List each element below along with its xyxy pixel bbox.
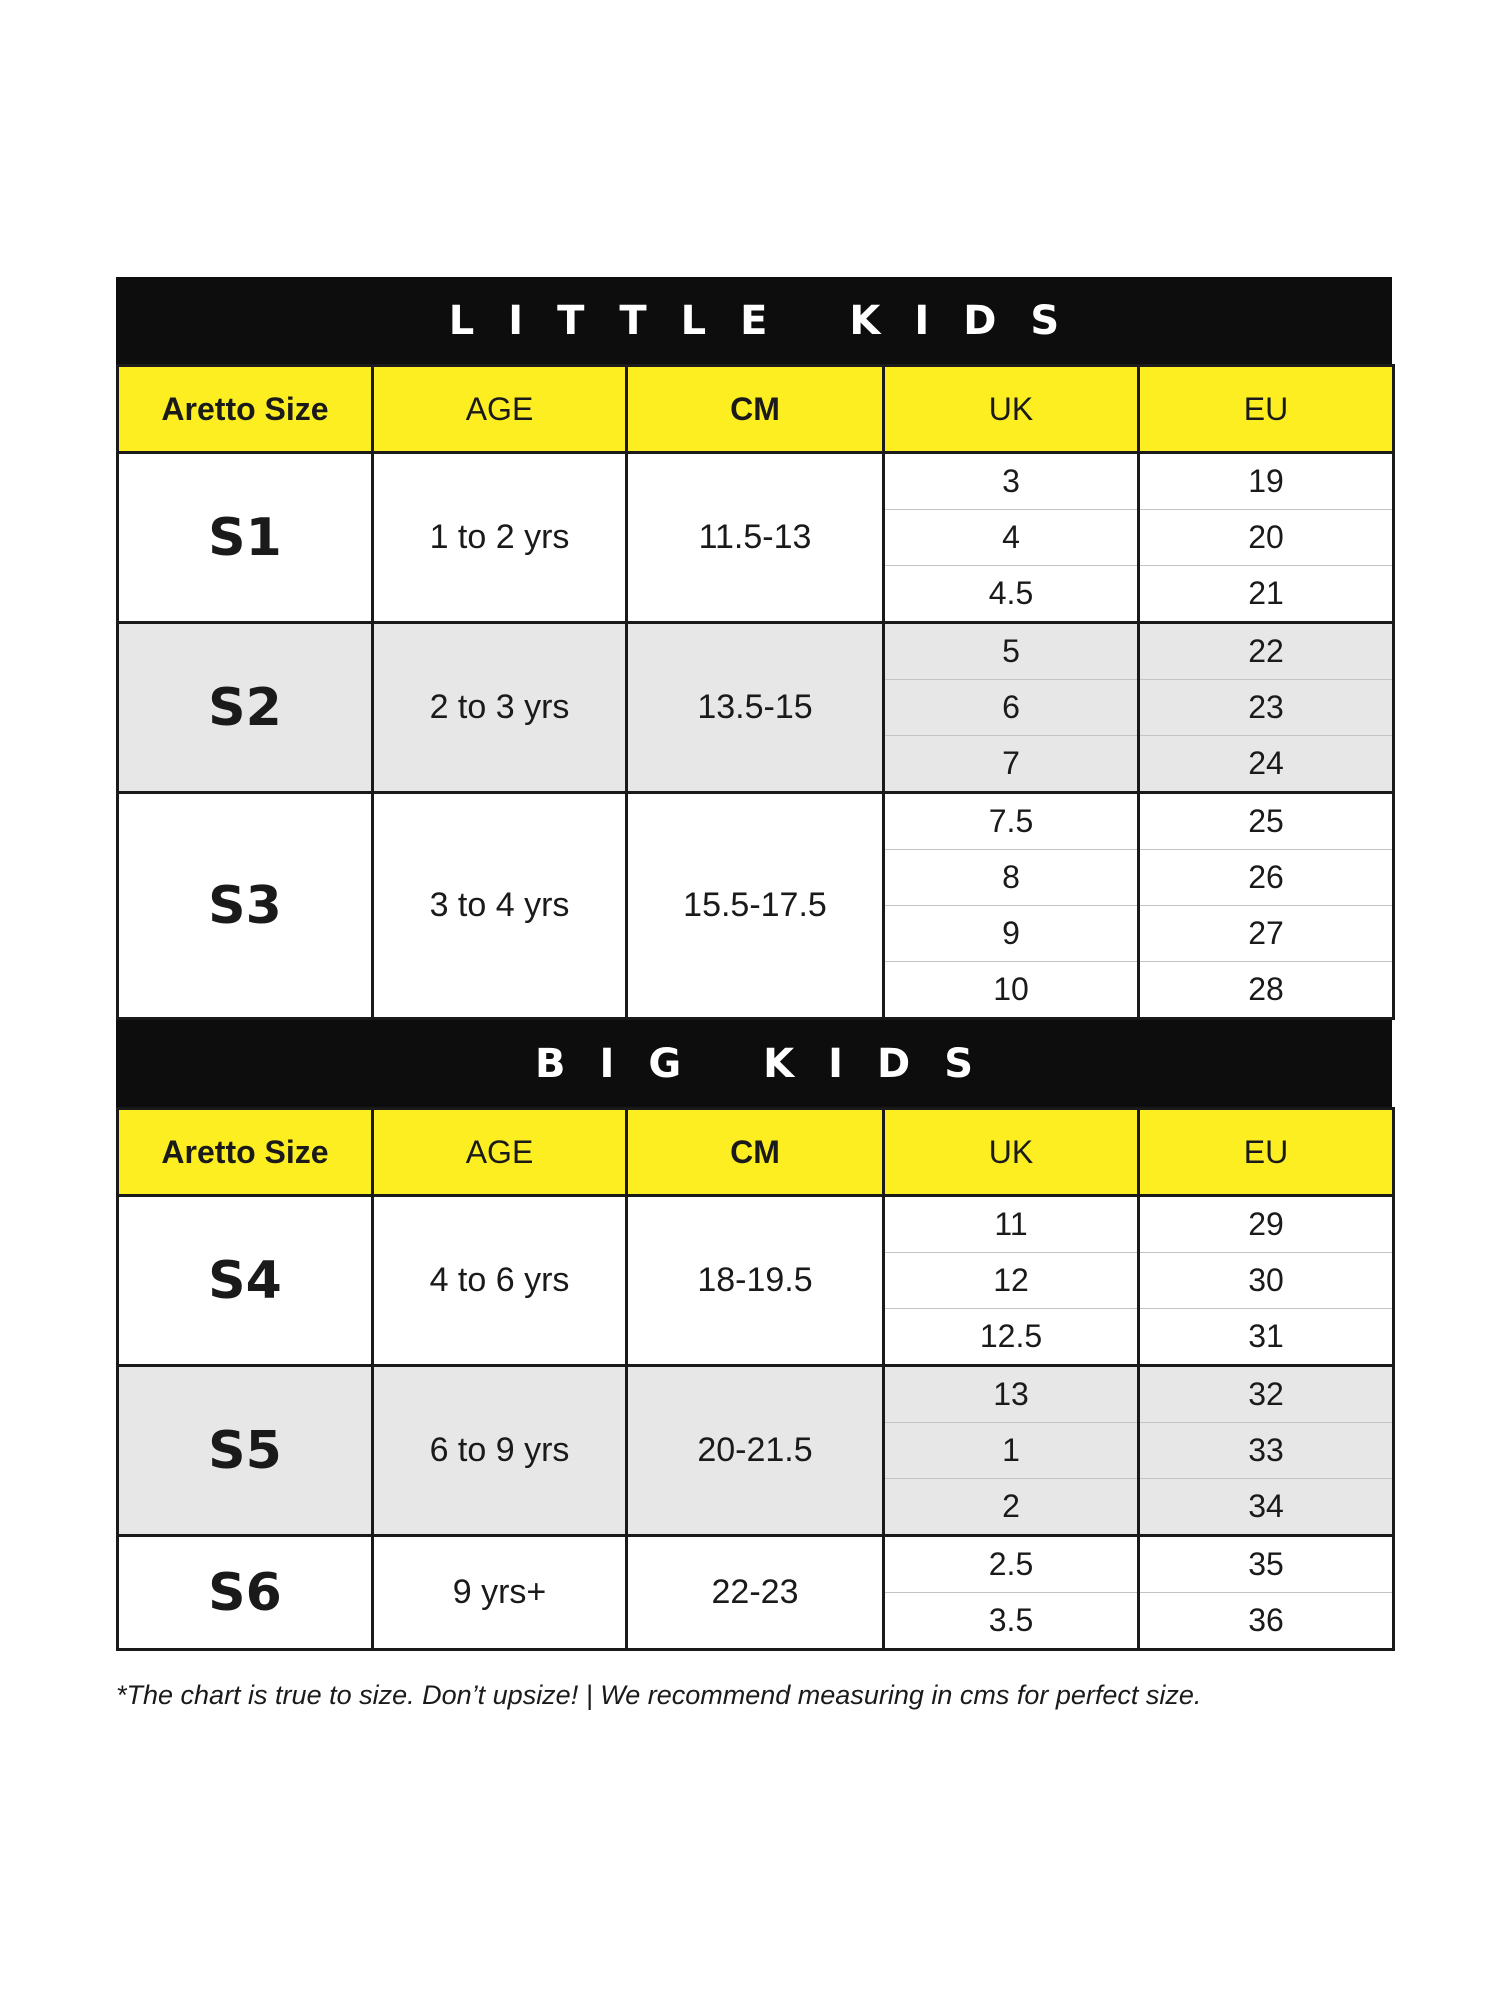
uk-cell: 6 [884,680,1139,736]
cm-cell: 11.5-13 [627,453,884,623]
size-cell: S1 [118,453,373,623]
eu-cell: 27 [1139,906,1394,962]
age-cell: 3 to 4 yrs [373,793,627,1019]
column-header: Aretto Size [118,1109,373,1196]
eu-cell: 26 [1139,850,1394,906]
column-header: AGE [373,366,627,453]
uk-cell: 9 [884,906,1139,962]
eu-cell: 24 [1139,736,1394,793]
eu-cell: 20 [1139,510,1394,566]
column-header: CM [627,366,884,453]
section-title: LITTLE KIDS [116,277,1392,364]
uk-cell: 4 [884,510,1139,566]
size-table [116,1107,1395,1651]
size-cell: S6 [118,1536,373,1650]
footnote: *The chart is true to size. Don’t upsize! | We recommend measuring in cms for perfect size. [116,1680,1202,1710]
column-header: EU [1139,366,1394,453]
column-header: CM [627,1109,884,1196]
size-cell: S5 [118,1366,373,1536]
uk-cell: 7 [884,736,1139,793]
eu-cell: 32 [1139,1366,1394,1423]
uk-cell: 11 [884,1196,1139,1253]
age-cell: 6 to 9 yrs [373,1366,627,1536]
eu-cell: 34 [1139,1479,1394,1536]
uk-cell: 2.5 [884,1536,1139,1593]
uk-cell: 1 [884,1423,1139,1479]
eu-cell: 33 [1139,1423,1394,1479]
cm-cell: 15.5-17.5 [627,793,884,1019]
table-row [118,793,1394,850]
uk-cell: 12.5 [884,1309,1139,1366]
size-table [116,364,1395,1020]
eu-cell: 30 [1139,1253,1394,1309]
uk-cell: 5 [884,623,1139,680]
uk-cell: 7.5 [884,793,1139,850]
header-row [118,366,1394,453]
age-cell: 4 to 6 yrs [373,1196,627,1366]
uk-cell: 8 [884,850,1139,906]
age-cell: 1 to 2 yrs [373,453,627,623]
eu-cell: 25 [1139,793,1394,850]
uk-cell: 3 [884,453,1139,510]
cm-cell: 22-23 [627,1536,884,1650]
eu-cell: 28 [1139,962,1394,1019]
column-header: Aretto Size [118,366,373,453]
header-row [118,1109,1394,1196]
size-cell: S4 [118,1196,373,1366]
column-header: AGE [373,1109,627,1196]
eu-cell: 22 [1139,623,1394,680]
age-cell: 2 to 3 yrs [373,623,627,793]
column-header: UK [884,366,1139,453]
uk-cell: 13 [884,1366,1139,1423]
eu-cell: 31 [1139,1309,1394,1366]
cm-cell: 18-19.5 [627,1196,884,1366]
size-chart [116,277,1392,1651]
eu-cell: 21 [1139,566,1394,623]
column-header: UK [884,1109,1139,1196]
eu-cell: 23 [1139,680,1394,736]
size-cell: S2 [118,623,373,793]
table-row [118,623,1394,680]
uk-cell: 4.5 [884,566,1139,623]
table-row [118,453,1394,510]
age-cell: 9 yrs+ [373,1536,627,1650]
table-row [118,1536,1394,1593]
eu-cell: 29 [1139,1196,1394,1253]
table-row [118,1196,1394,1253]
size-cell: S3 [118,793,373,1019]
uk-cell: 10 [884,962,1139,1019]
eu-cell: 19 [1139,453,1394,510]
table-row [118,1366,1394,1423]
cm-cell: 20-21.5 [627,1366,884,1536]
cm-cell: 13.5-15 [627,623,884,793]
eu-cell: 35 [1139,1536,1394,1593]
uk-cell: 3.5 [884,1593,1139,1650]
eu-cell: 36 [1139,1593,1394,1650]
column-header: EU [1139,1109,1394,1196]
uk-cell: 2 [884,1479,1139,1536]
section-title: BIG KIDS [116,1020,1392,1107]
uk-cell: 12 [884,1253,1139,1309]
